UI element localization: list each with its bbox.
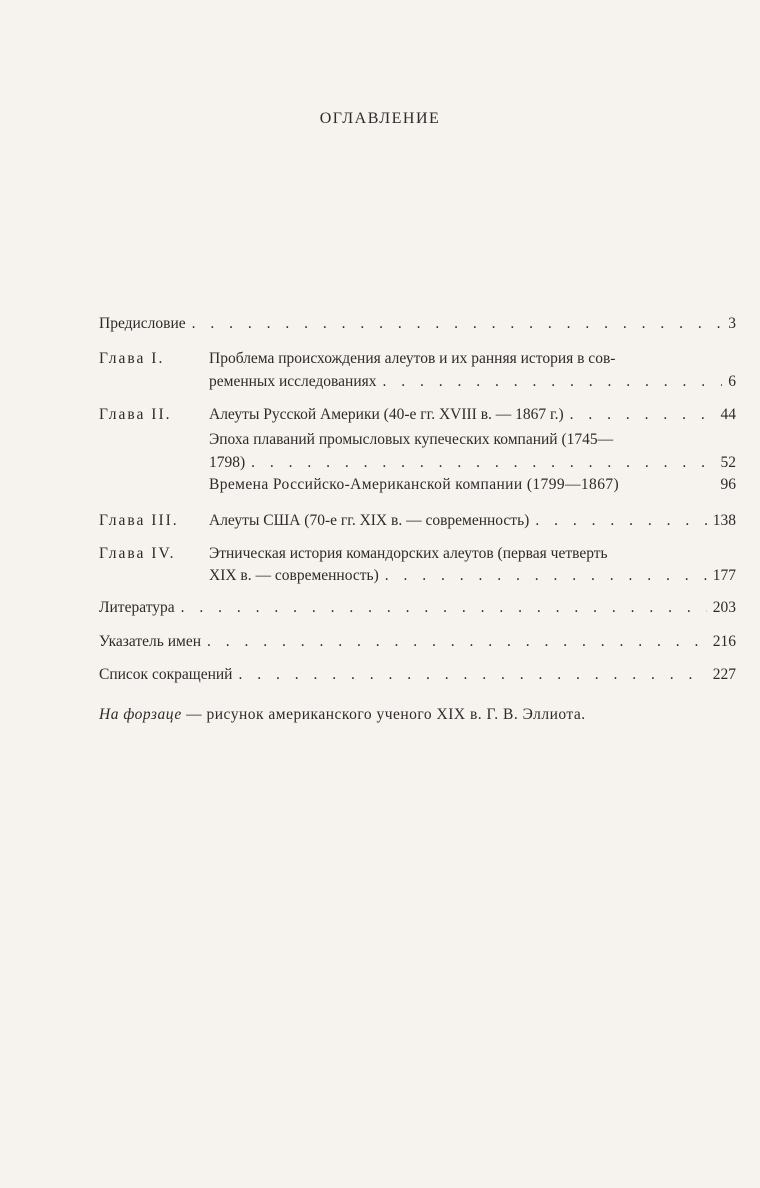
toc-entry-chapter-1-line2[interactable] [209, 370, 736, 394]
leader-dots [181, 596, 707, 620]
entry-title: Эпоха плаваний промысловых купеческих компаний (1745— [209, 431, 614, 448]
chapter-label: Глава IV. [99, 545, 176, 562]
toc-entry-name-index[interactable] [99, 630, 736, 654]
note-text: рисунок американского ученого XIX в. Г. В. Эллиота. [206, 706, 586, 723]
entry-label: Указатель имен [99, 633, 201, 650]
note-italic: На форзаце [99, 706, 182, 723]
entry-label: Предисловие [99, 315, 186, 332]
page-number: 3 [728, 315, 736, 332]
entry-label: Литература [99, 599, 175, 616]
toc-entry-chapter-2a-line2[interactable] [209, 451, 736, 475]
chapter-label: Глава I. [99, 350, 165, 367]
toc-entry-chapter-4-line2[interactable] [209, 564, 736, 588]
page-title: ОГЛАВЛЕНИЕ [319, 110, 441, 127]
entry-title: Алеуты Русской Америки (40-е гг. XVIII в. — 1867 г.) [209, 406, 564, 423]
leader-dots [238, 663, 706, 687]
entry-title: Этническая история командорских алеутов (первая четверть [209, 545, 608, 562]
leader-dots [570, 403, 715, 427]
entry-title-cont: 1798) [209, 454, 246, 471]
entry-title-cont: XIX в. — современность) [209, 567, 379, 584]
toc-entry-chapter-2[interactable] [99, 403, 736, 427]
leader-dots [192, 312, 723, 336]
page-number: 227 [712, 666, 736, 683]
leader-dots [385, 564, 707, 588]
chapter-label: Глава III. [99, 512, 179, 529]
endpaper-note [99, 706, 739, 724]
note-dash: — [181, 706, 207, 723]
page-number: 138 [712, 512, 736, 529]
page-number: 177 [712, 567, 736, 584]
leader-dots [251, 451, 714, 475]
toc-entry-chapter-2b[interactable] [209, 473, 736, 497]
toc-entry-chapter-3[interactable] [99, 509, 736, 533]
page-number: 216 [712, 633, 736, 650]
page-number: 6 [728, 373, 736, 390]
toc-entry-literature[interactable] [99, 596, 736, 620]
entry-title-cont: ременных исследованиях [209, 373, 377, 390]
page-number: 52 [720, 454, 736, 471]
toc-entry-preface[interactable] [99, 312, 736, 336]
entry-title: Времена Российско-Американской компании (1799—1867) [209, 476, 620, 493]
page-number: 203 [712, 599, 736, 616]
leader-dots [535, 509, 706, 533]
entry-title: Алеуты США (70-е гг. XIX в. — современность) [209, 512, 530, 529]
leader-dots [383, 370, 723, 394]
toc-entry-chapter-4-line1[interactable] [99, 542, 736, 566]
toc-entry-chapter-2a-line1[interactable] [209, 428, 736, 452]
chapter-label: Глава II. [99, 406, 172, 423]
leader-dots [207, 630, 707, 654]
toc-entry-chapter-1-line1[interactable] [99, 347, 736, 371]
entry-label: Список сокращений [99, 666, 233, 683]
entry-title: Проблема происхождения алеутов и их ранняя история в сов- [209, 350, 616, 367]
page-number: 96 [720, 476, 736, 493]
toc-entry-abbreviations[interactable] [99, 663, 736, 687]
page-number: 44 [720, 406, 736, 423]
